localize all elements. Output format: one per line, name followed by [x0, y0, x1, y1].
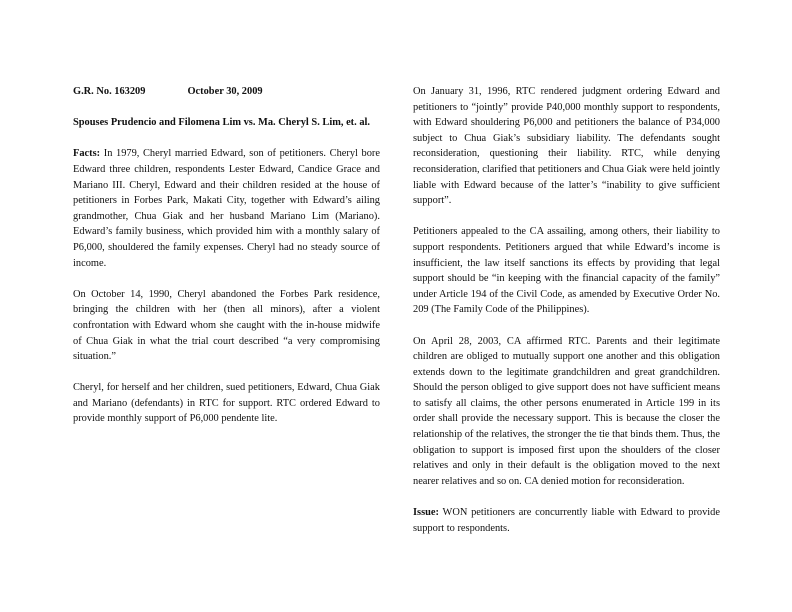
issue-text: WON petitioners are concurrently liable with Edward to provide support to respondents. [413, 507, 720, 534]
case-title: Spouses Prudencio and Filomena Lim vs. Ma. Cheryl S. Lim, et. al. [73, 117, 371, 129]
right-column [413, 84, 720, 552]
facts-text: In 1979, Cheryl married Edward, son of petitioners. Cheryl bore Edward three children, respondents Lester Edward, Candice Grace and Mariano III. Cheryl, Edward and their children resided at the house of petitioners in Forbes Park, Makati City, together with Edward’s ailing grandmother, Chua Giak and her husband Mariano Lim (Mariano). Edward’s family business, which provided him with a monthly salary of P6,000, shouldered the family expenses. Cheryl had no steady source of income. [73, 148, 380, 269]
ca-ruling-paragraph: On April 28, 2003, CA affirmed RTC. Parents and their legitimate children are obliged to mutually support one another and this obligation extends down to the legitimate grandchildren and great grandchildren. Should the person obliged to give support does not have sufficient means to satisfy all claims, the other persons enumerated in Article 199 in its order shall provide the necessary support. This is because the closer the relationship of the relatives, the stronger the tie that binds them. Thus, the obligation to support is imposed first upon the shoulders of the closer relatives and only in their default is the obligation moved to the next nearer relatives and so on. CA denied motion for reconsideration. [413, 335, 720, 487]
facts-label: Facts: [73, 148, 101, 160]
appeal-paragraph: Petitioners appealed to the CA assailing, among others, their liability to support respondents. Petitioners argued that while Edward’s income is insufficient, the law itself sanctions its effects by providing that legal support should be “in keeping with the financial capacity of the family” under Article 194 of the Civil Code, as amended by Executive Order No. 209 (The Family Code of the Philippines). [413, 226, 720, 316]
left-column [73, 84, 380, 443]
abandonment-paragraph: On October 14, 1990, Cheryl abandoned the Forbes Park residence, bringing the children with her (then all minors), after a violent confrontation with Edward whom she caught with the in-house midwife of Chua Giak in what the trial court described “a very compromising situation.” [73, 288, 380, 363]
facts-paragraph [73, 146, 380, 271]
rtc-judgment-paragraph: On January 31, 1996, RTC rendered judgment ordering Edward and petitioners to “jointly” provide P40,000 monthly support to respondents, with Edward shouldering P6,000 and petitioners the balance of P34,000 subject to Chua Giak’s subsidiary liability. The defendants sought reconsideration, questioning their liability. RTC, while denying reconsideration, clarified that petitioners and Chua Giak were held jointly liable with Edward because of the latter’s “inability to give sufficient support”. [413, 86, 720, 207]
issue-label: Issue: [413, 507, 439, 519]
decision-date: October 30, 2009 [187, 86, 263, 97]
gr-number: G.R. No. 163209 [73, 86, 146, 97]
suit-paragraph: Cheryl, for herself and her children, sued petitioners, Edward, Chua Giak and Mariano (defendants) in RTC for support. RTC ordered Edward to provide monthly support of P6,000 pendente lite. [73, 382, 380, 425]
issue-paragraph [413, 505, 720, 536]
case-heading [73, 84, 380, 100]
